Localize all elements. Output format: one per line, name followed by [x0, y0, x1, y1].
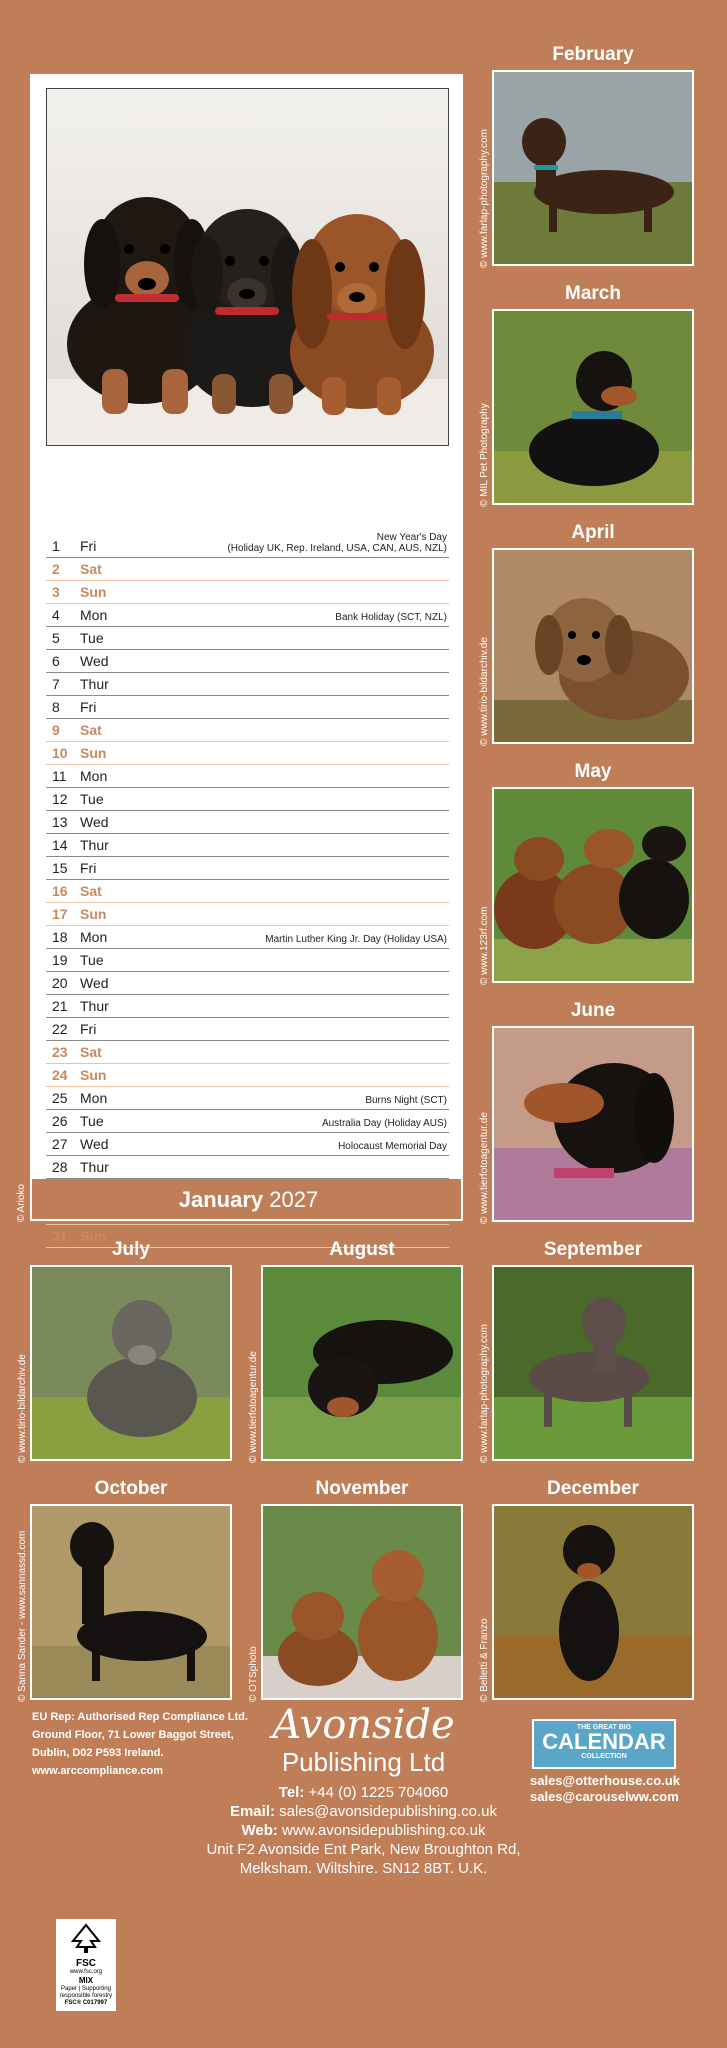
day-of-week: Mon	[80, 607, 108, 623]
day-number: 4	[52, 607, 60, 623]
day-row	[46, 857, 449, 880]
day-of-week: Fri	[80, 699, 97, 715]
day-number: 16	[52, 883, 68, 899]
day-of-week: Fri	[80, 1021, 97, 1037]
photo-september	[492, 1265, 694, 1461]
day-row	[46, 604, 449, 627]
day-row	[46, 765, 449, 788]
dog-illustration	[494, 789, 694, 983]
day-number: 26	[52, 1113, 68, 1129]
day-row	[46, 903, 449, 926]
photo-credit-december: © Belletti & Franzo	[479, 1618, 490, 1702]
day-row	[46, 811, 449, 834]
publisher-block	[30, 1703, 697, 1878]
photo-july	[30, 1265, 232, 1461]
day-row	[46, 995, 449, 1018]
badge-main-text: CALENDAR	[542, 1729, 666, 1754]
photo-june	[492, 1026, 694, 1222]
eu-rep-line: Ground Floor, 71 Lower Baggot Street,	[32, 1729, 234, 1741]
photo-december	[492, 1504, 694, 1700]
badge-bottom-text: COLLECTION	[581, 1753, 627, 1760]
day-row	[46, 1156, 449, 1179]
publisher-contact: Tel: +44 (0) 1225 704060 Email: sales@avonsidepublishing.co.uk Web: www.avonsidepublishing.co.uk Unit F2 Avonside Ent Park, New Broughton Rd, Melksham. Wiltshire. SN12 8BT. U.K.	[30, 1783, 697, 1878]
day-number: 23	[52, 1044, 68, 1060]
day-number: 7	[52, 676, 60, 692]
photo-may	[492, 787, 694, 983]
month-label-may: May	[574, 761, 612, 782]
day-row	[46, 1064, 449, 1087]
photo-credit-august: © www.tierfotoagentur.de	[248, 1351, 259, 1463]
day-row	[46, 558, 449, 581]
dog-illustration	[263, 1506, 463, 1700]
day-number: 11	[52, 768, 67, 784]
main-photo-puppies	[46, 88, 449, 446]
day-row	[46, 1018, 449, 1041]
month-label-july: July	[111, 1239, 151, 1260]
publisher-email[interactable]: sales@avonsidepublishing.co.uk	[279, 1803, 498, 1820]
sales-email[interactable]: sales@otterhouse.co.uk	[530, 1773, 680, 1788]
day-row	[46, 650, 449, 673]
photo-credit-september: © www.farlap-photography.com	[479, 1324, 490, 1463]
day-of-week: Sun	[80, 745, 107, 761]
sales-email[interactable]: sales@carouselww.com	[530, 1789, 679, 1804]
eu-rep-line: EU Rep: Authorised Rep Compliance Ltd.	[32, 1711, 248, 1723]
day-row	[46, 972, 449, 995]
month-footer	[30, 1179, 463, 1221]
photo-february	[492, 70, 694, 266]
day-of-week: Thur	[80, 676, 109, 692]
publisher-phone: +44 (0) 1225 704060	[308, 1784, 449, 1801]
day-of-week: Tue	[80, 952, 104, 968]
month-label-october: October	[94, 1478, 168, 1499]
day-event: Holocaust Memorial Day	[338, 1141, 447, 1152]
day-number: 27	[52, 1136, 68, 1152]
photo-credit-february: © www.farlap-photography.com	[479, 129, 490, 268]
day-number: 20	[52, 975, 68, 991]
day-of-week: Mon	[80, 768, 108, 784]
dog-illustration	[494, 550, 694, 744]
month-label-june: June	[570, 1000, 616, 1021]
day-number: 6	[52, 653, 60, 669]
dog-illustration	[494, 1506, 694, 1700]
day-number: 5	[52, 630, 60, 646]
day-event: Australia Day (Holiday AUS)	[321, 1118, 447, 1129]
day-of-week: Sun	[80, 584, 107, 600]
day-number: 15	[52, 860, 68, 876]
day-number: 19	[52, 952, 68, 968]
photo-october	[30, 1504, 232, 1700]
day-of-week: Tue	[80, 1113, 104, 1129]
day-event: Burns Night (SCT)	[365, 1095, 447, 1106]
day-event: New Year's Day (Holiday UK, Rep. Ireland, USA, CAN, AUS, NZL)	[227, 532, 447, 554]
publisher-name-line2: Publishing Ltd	[281, 1747, 446, 1777]
photo-credit-main: © Arioko	[16, 1184, 27, 1222]
day-row	[46, 1041, 449, 1064]
day-row	[46, 926, 449, 949]
publisher-website[interactable]: www.avonsidepublishing.co.uk	[282, 1822, 486, 1839]
month-label-february: February	[552, 44, 634, 65]
badge-top-text: THE GREAT BIG	[576, 1724, 632, 1731]
day-row	[46, 1087, 449, 1110]
publisher-address: Melksham. Wiltshire. SN12 8BT. U.K.	[239, 1860, 488, 1877]
day-number: 1	[52, 538, 60, 554]
day-of-week: Thur	[80, 998, 109, 1014]
day-number: 17	[52, 906, 68, 922]
day-of-week: Wed	[80, 1136, 109, 1152]
photo-credit-april: © www.tirio-bildarchiv.de	[479, 637, 490, 746]
day-number: 9	[52, 722, 60, 738]
photo-credit-may: © www.123rf.com	[479, 906, 490, 985]
day-row	[46, 949, 449, 972]
month-label-march: March	[565, 283, 621, 304]
day-of-week: Mon	[80, 1090, 108, 1106]
main-calendar-panel	[30, 74, 463, 1244]
day-of-week: Sat	[80, 883, 102, 899]
photo-april	[492, 548, 694, 744]
puppies-illustration	[47, 89, 449, 446]
photo-august	[261, 1265, 463, 1461]
eu-rep-line: Dublin, D02 P593 Ireland.	[32, 1747, 164, 1759]
day-row	[46, 581, 449, 604]
day-of-week: Sat	[80, 561, 102, 577]
day-number: 12	[52, 791, 68, 807]
day-event: Bank Holiday (SCT, NZL)	[335, 612, 447, 623]
day-number: 8	[52, 699, 60, 715]
day-row	[46, 788, 449, 811]
day-row	[46, 880, 449, 903]
day-of-week: Wed	[80, 653, 109, 669]
day-of-week: Tue	[80, 630, 104, 646]
photo-credit-july: © www.tirio-bildarchiv.de	[17, 1354, 28, 1463]
day-number: 21	[52, 998, 68, 1014]
photo-march	[492, 309, 694, 505]
day-event: Martin Luther King Jr. Day (Holiday USA)	[265, 934, 447, 945]
day-number: 10	[52, 745, 68, 761]
month-label-april: April	[571, 522, 615, 543]
dog-illustration	[494, 1028, 694, 1222]
photo-credit-march: © MIL Pet Photography	[479, 403, 490, 507]
day-row	[46, 719, 449, 742]
month-label-november: November	[315, 1478, 409, 1499]
day-row	[46, 1110, 449, 1133]
publisher-address: Unit F2 Avonside Ent Park, New Broughton Rd,	[206, 1841, 521, 1858]
fsc-tree-icon	[69, 1923, 103, 1955]
day-number: 22	[52, 1021, 68, 1037]
day-number: 25	[52, 1090, 68, 1106]
day-number: 2	[52, 561, 60, 577]
day-row	[46, 834, 449, 857]
day-of-week: Sun	[80, 1228, 107, 1244]
fsc-logo: FSC www.fsc.org MIX Paper | Supporting responsible forestry FSC® C017997	[56, 1919, 116, 2011]
day-number: 31	[52, 1228, 68, 1244]
day-row	[46, 1133, 449, 1156]
dog-illustration	[494, 72, 694, 266]
day-of-week: Tue	[80, 791, 104, 807]
dog-illustration	[494, 311, 694, 505]
photo-november	[261, 1504, 463, 1700]
day-row	[46, 673, 449, 696]
month-title: January 2027	[178, 1187, 319, 1212]
day-of-week: Fri	[80, 538, 97, 554]
day-row	[46, 742, 449, 765]
day-of-week: Wed	[80, 814, 109, 830]
eu-rep-website: www.arccompliance.com	[32, 1765, 164, 1777]
dog-illustration	[494, 1267, 694, 1461]
day-number: 14	[52, 837, 68, 853]
day-number: 24	[52, 1067, 68, 1083]
day-of-week: Fri	[80, 860, 97, 876]
month-label-august: August	[329, 1239, 395, 1260]
photo-credit-november: © OTSphoto	[248, 1646, 259, 1702]
photo-credit-june: © www.tierfotoagentur.de	[479, 1112, 490, 1224]
publisher-name-line1: Avonside	[272, 1702, 455, 1748]
day-number: 28	[52, 1159, 68, 1175]
dog-illustration	[32, 1506, 232, 1700]
month-label-september: September	[543, 1239, 643, 1260]
day-of-week: Sat	[80, 722, 102, 738]
day-row	[46, 627, 449, 650]
dog-illustration	[263, 1267, 463, 1461]
month-label-december: December	[547, 1478, 639, 1499]
day-of-week: Wed	[80, 975, 109, 991]
dog-illustration	[32, 1267, 232, 1461]
day-of-week: Sun	[80, 906, 107, 922]
day-number: 3	[52, 584, 60, 600]
day-number: 18	[52, 929, 68, 945]
photo-credit-october: © Sanna Sander - www.sannassd.com	[17, 1530, 28, 1702]
day-of-week: Sun	[80, 1067, 107, 1083]
day-of-week: Thur	[80, 1159, 109, 1175]
day-row	[46, 696, 449, 719]
day-of-week: Sat	[80, 1044, 102, 1060]
day-of-week: Thur	[80, 837, 109, 853]
day-of-week: Mon	[80, 929, 108, 945]
day-number: 13	[52, 814, 68, 830]
day-row	[46, 532, 449, 558]
